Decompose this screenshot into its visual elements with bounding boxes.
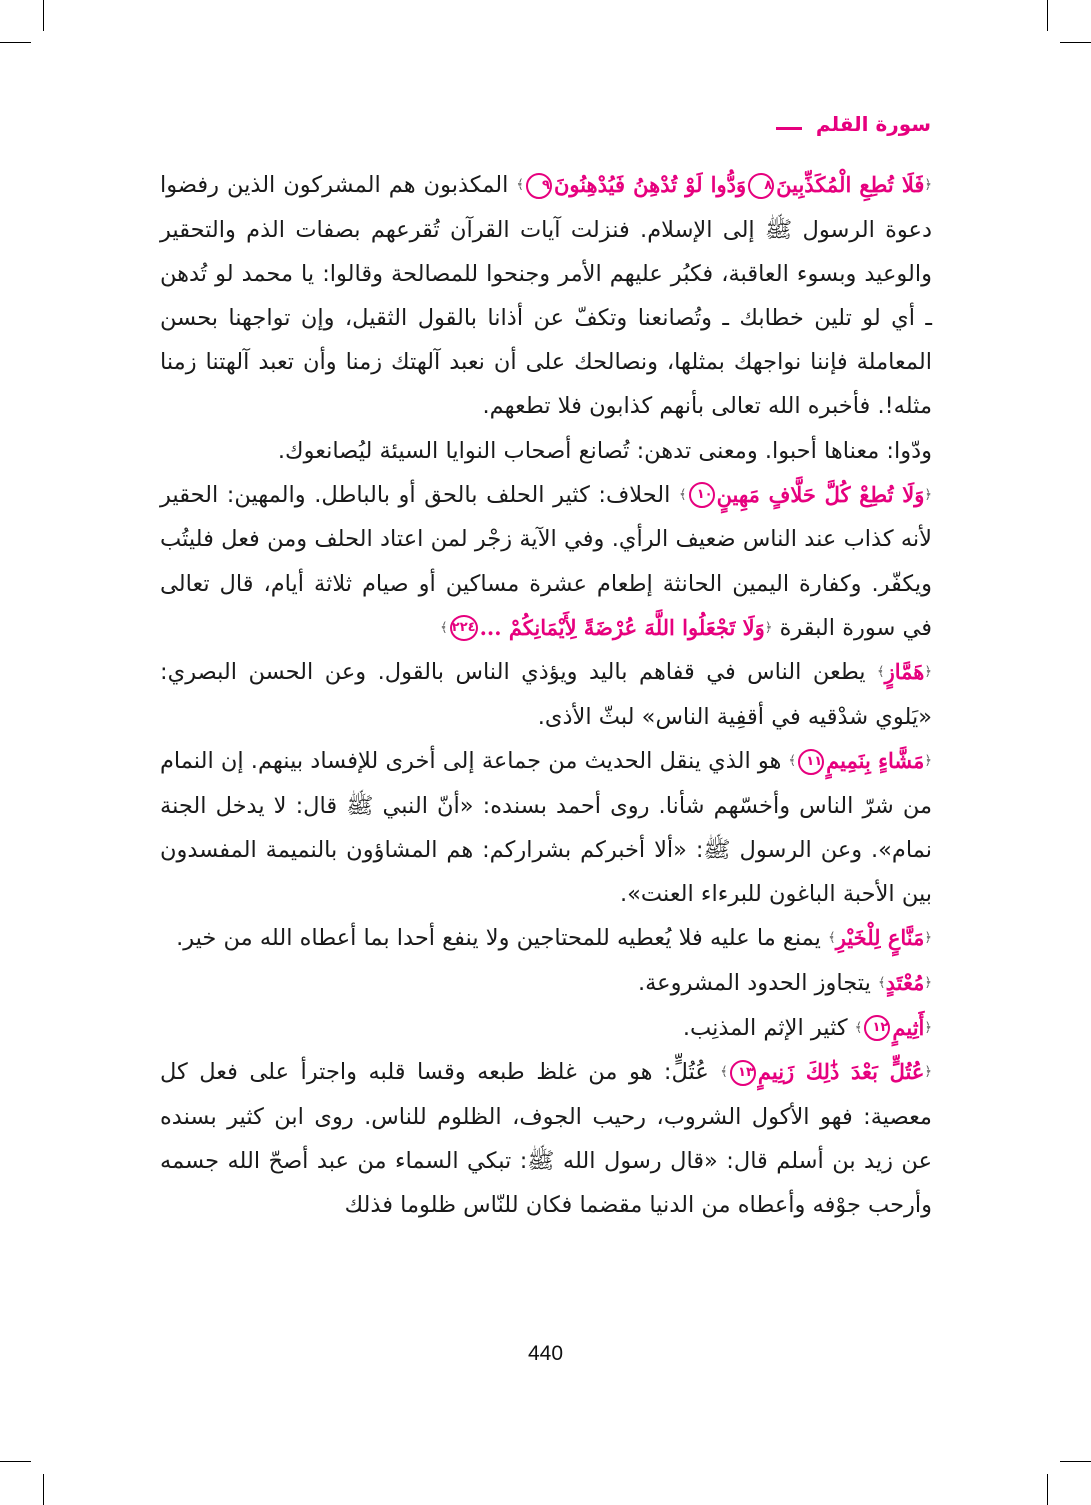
paragraph-note xyxy=(160,429,932,473)
ornament-close-icon: ﴾ xyxy=(854,1019,863,1035)
ornament-close-icon: ﴾ xyxy=(878,975,886,991)
crop-mark-top-left-v xyxy=(43,0,44,31)
ayah-number-badge: ٨ xyxy=(748,173,774,199)
paragraph-mannaa xyxy=(160,916,932,961)
ornament-close-icon: ﴾ xyxy=(440,620,448,636)
commentary-text: يطعن الناس في قفاهم باليد ويؤذي الناس بالقول. وعن الحسن البصري: «يَلوي شدْقيه في أقفِية الناس» لبثّ الأذى. xyxy=(160,659,932,730)
paragraph-verse-11 xyxy=(160,739,932,916)
verse-text: وَدُّوا لَوْ تُدْهِنُ فَيُدْهِنُونَ xyxy=(553,172,747,197)
page-body xyxy=(160,163,932,1227)
commentary-text: يمنع ما عليه فلا يُعطيه للمحتاجين ولا ينفع أحدا بما أعطاه الله من خير. xyxy=(176,925,821,952)
verse-text: وَلَا تَجْعَلُوا اللَّهَ عُرْضَةً لِأَيْمَانِكُمْ ... xyxy=(479,614,765,640)
ornament-open-icon: ﴿ xyxy=(924,975,932,991)
surah-title: سورة القلم xyxy=(815,112,931,136)
ornament-close-icon: ﴾ xyxy=(876,664,885,680)
verse-text: وَلَا تُطِعْ كُلَّ حَلَّافٍ مَهِينٍ xyxy=(716,481,925,507)
ornament-close-icon: ﴾ xyxy=(516,177,524,193)
ayah-number-badge: ٩ xyxy=(526,173,552,199)
ayah-number-badge: ١٣ xyxy=(730,1060,756,1086)
commentary-text: الحلاف: كثير الحلف بالحق أو بالباطل. والمهين: الحقير لأنه كذاب عند الناس ضعيف الرأي. وفي الآية زجْر لمن اعتاد الحلف ومن فعل فليتُب ويكفّر. وكفارة اليمين الحانثة إطعام عشرة مساكين أو صيام ثلاثة أيام، قال تعالى في سورة البقرة xyxy=(160,481,932,641)
crop-mark-bottom-left-h xyxy=(0,1461,31,1462)
ayah-number-badge: ١٢ xyxy=(864,1015,890,1041)
running-header xyxy=(776,112,931,136)
ornament-close-icon: ﴾ xyxy=(678,487,687,503)
commentary-text: يتجاوز الحدود المشروعة. xyxy=(637,970,871,996)
paragraph-verses-8-9 xyxy=(160,163,932,429)
ornament-open-icon: ﴿ xyxy=(924,664,932,680)
verse-text: فَلَا تُطِعِ الْمُكَذِّبِينَ xyxy=(776,172,925,197)
ornament-open-icon: ﴿ xyxy=(924,930,932,946)
verse-text: مَنَّاعٍ لِلْخَيْرِ xyxy=(835,925,925,951)
ornament-close-icon: ﴾ xyxy=(720,1064,728,1080)
crop-mark-top-right-v xyxy=(1047,0,1048,31)
ornament-open-icon: ﴿ xyxy=(924,177,933,193)
ornament-open-icon: ﴿ xyxy=(924,1064,932,1080)
commentary-text: المكذبون هم المشركون الذين رفضوا دعوة الرسول ﷺ إلى الإسلام. فنزلت آيات القرآن تُقرعهم بصفات الذم والتحقير والوعيد وبسوء العاقبة، فكبُر عليهم الأمر وجنحوا للمصالحة وقالوا: يا محمد لو تُدهن ـ أي لو تلين خطابك ـ وتُصانعنا وتكفّ عن أذانا بالقول الثقيل، وإن تواجهنا بحسن المعاملة فإننا نواجهك بمثلها، ونصالحك على أن نعبد آلهتك زمنا وأن تعبد آلهتنا زمنا مثله!. فأخبره الله تعالى بأنهم كذابون فلا تطعهم. xyxy=(160,172,932,420)
commentary-text: هو الذي ينقل الحديث من جماعة إلى أخرى للإفساد بينهم. إن النمام من شرّ الناس وأخسّهم شأنا. روى أحمد بسنده: «أنّ النبي ﷺ قال: لا يدخل الجنة نمام». وعن الرسول ﷺ: «ألا أخبركم بشراركم: هم المشاؤون بالنميمة المفسدون بين الأحبة الباغون للبرءاء العنت». xyxy=(160,748,932,908)
commentary-text: عُتُلٍّ: هو من غلظ طبعه وقسا قلبه واجترأ على فعل كل معصية: فهو الأكول الشروب، رحيب الجوف، الظلوم للناس. روى ابن كثير بسنده عن زيد بن أسلم قال: «قال رسول الله ﷺ: تبكي السماء من عبد أصحّ الله جسمه وأرحب جوْفه وأعطاه من الدنيا مقضما فكان للنّاس ظلوما فذلك xyxy=(160,1059,932,1219)
verse-text: مَشَّاءٍ بِنَمِيمٍ xyxy=(826,748,925,774)
commentary-text: كثير الإثم المذنِب. xyxy=(682,1014,848,1041)
ornament-open-icon: ﴿ xyxy=(764,620,773,636)
ornament-open-icon: ﴿ xyxy=(924,753,933,769)
ornament-open-icon: ﴿ xyxy=(924,487,932,503)
paragraph-verse-12 xyxy=(160,1006,932,1051)
verse-text: مُعْتَدٍ xyxy=(885,970,925,995)
verse-text: هَمَّازٍ xyxy=(884,659,925,685)
page-number: 440 xyxy=(527,1342,564,1365)
header-rule xyxy=(776,127,802,130)
paragraph-verse-10 xyxy=(160,473,932,651)
crop-mark-bottom-left-v xyxy=(43,1474,44,1505)
verse-text: عُتُلٍّ بَعْدَ ذَٰلِكَ زَنِيمٍ xyxy=(757,1059,925,1085)
ornament-close-icon: ﴾ xyxy=(828,930,836,946)
verse-text: أَثِيمٍ xyxy=(892,1014,925,1040)
crop-mark-top-left-h xyxy=(0,42,31,43)
ornament-close-icon: ﴾ xyxy=(788,753,797,769)
ayah-number-badge: ١٠ xyxy=(689,482,715,508)
crop-mark-top-right-h xyxy=(1060,42,1091,43)
ornament-open-icon: ﴿ xyxy=(924,1019,932,1035)
ayah-number-badge: ٢٢٤ xyxy=(450,615,478,641)
paragraph-mutad xyxy=(160,961,932,1006)
commentary-text: ودّوا: معناها أحبوا. ومعنى تدهن: تُصانع أصحاب النوايا السيئة ليُصانعوك. xyxy=(277,437,932,464)
ayah-number-badge: ١١ xyxy=(798,749,824,775)
crop-mark-bottom-right-v xyxy=(1047,1474,1048,1505)
paragraph-verse-13 xyxy=(160,1050,932,1227)
paragraph-hammaz xyxy=(160,650,932,739)
crop-mark-bottom-right-h xyxy=(1060,1461,1091,1462)
